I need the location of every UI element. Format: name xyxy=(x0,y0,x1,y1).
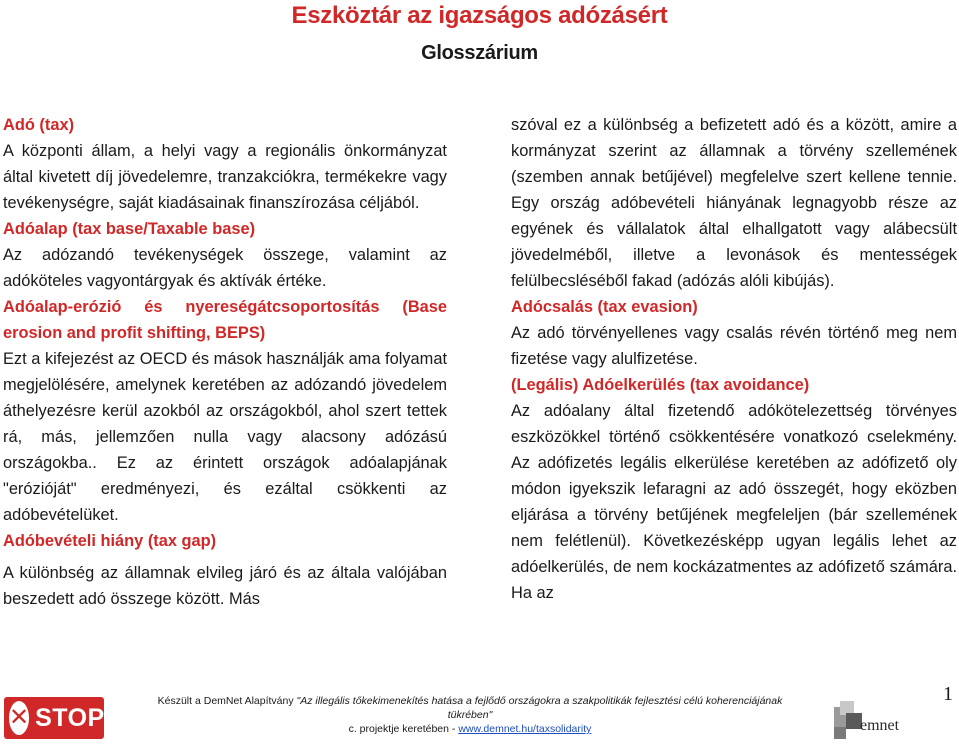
glossary-entry xyxy=(3,216,447,294)
page-subtitle: Glosszárium xyxy=(421,42,538,64)
footer-line-1 xyxy=(140,694,800,722)
demnet-logo xyxy=(832,699,920,745)
footer-line2-prefix: c. projektje keretében - xyxy=(348,723,459,735)
footer-project-title: "Az illegális tőkekimenekítés hatása a fejlődő országokra a szakpolitikák fejlesztési célú koherenciájának tükrében" xyxy=(296,695,783,721)
glossary-definition: Az adóalany által fizetendő adókötelezettség törvényes eszközökkel történő csökkentésére vonatkozó cselekmény. Az adófizetés legális elkerülése keretében az adófizető oly módon igyekszik lefaragni az adó összegét, hogy eközben eljárása a törvény betűjének megfeleljen (bár szellemének nem felétlenül). Következésképp ugyan legális lehet az adóelkerülés, de nem kockázatmentes az adófizető számára. Ha az xyxy=(511,402,957,602)
footer xyxy=(140,694,800,736)
glossary-definition: Ezt a kifejezést az OECD és mások használják ama folyamat megjelölésére, amelynek keretében az adózandó jövedelem áthelyezésre kerül azokból az országokból, ahol szert tettek rá, más, jellemzően nulla vagy alacsony adózású országokba.. Ez az érintett országok adóalapjának "erózióját" eredményezi, és ezáltal csökkenti az adóbevételüket. xyxy=(3,350,447,524)
demnet-logo-text: emnet xyxy=(860,717,900,734)
stop-logo xyxy=(4,697,104,739)
footer-link[interactable]: www.demnet.hu/taxsolidarity xyxy=(458,723,592,735)
glossary-term: Adó (tax) xyxy=(3,116,75,134)
x-icon: ✕ xyxy=(9,701,29,735)
glossary-term: Adóbevételi hiány (tax gap) xyxy=(3,532,217,550)
glossary-entry xyxy=(511,294,957,372)
glossary-term: Adóalap-erózió és nyereségátcsoportosítás (Base erosion and profit shifting, BEPS) xyxy=(3,298,447,342)
page-title: Eszköztár az igazságos adózásért xyxy=(291,2,668,29)
right-column xyxy=(511,112,957,606)
glossary-entry xyxy=(3,294,447,528)
glossary-entry xyxy=(3,528,447,612)
glossary-definition: A különbség az államnak elvileg járó és az általa valójában beszedett adó összege között. Más xyxy=(3,564,447,608)
left-column xyxy=(3,112,447,612)
glossary-definition: A központi állam, a helyi vagy a regionális önkormányzat által kivetett díj jövedelemre, tranzakciókra, termékekre vagy tevékenységre, saját kiadásainak finanszírozása céljából. xyxy=(3,142,447,212)
page-number: 1 xyxy=(943,683,953,705)
stop-logo-text: STOP xyxy=(35,703,105,732)
glossary-entry xyxy=(3,112,447,216)
glossary-entry xyxy=(511,372,957,606)
glossary-definition: szóval ez a különbség a befizetett adó és a között, amire a kormányzat szerint az államnak a törvény szellemének (szemben annak betűjével) megfelelve szert kellene tennie. Egy ország adóbevételi hiányának legnagyobb része az egyének és vállalatok által elhallgatott vagy alábecsült jövedelméből, illetve a levonások és mentességek felülbecsléséből fakad (adózás alóli kibújás). xyxy=(511,116,957,290)
glossary-term: Adócsalás (tax evasion) xyxy=(511,298,698,316)
footer-prefix: Készült a DemNet Alapítvány xyxy=(157,695,297,707)
glossary-definition: Az adózandó tevékenységek összege, valamint az adóköteles vagyontárgyak és aktívák értéke. xyxy=(3,246,447,290)
glossary-definition: Az adó törvényellenes vagy csalás révén történő meg nem fizetése vagy alulfizetése. xyxy=(511,324,957,368)
glossary-continuation xyxy=(511,112,957,294)
glossary-term: Adóalap (tax base/Taxable base) xyxy=(3,220,256,238)
glossary-term: (Legális) Adóelkerülés (tax avoidance) xyxy=(511,376,810,394)
footer-line-2 xyxy=(140,722,800,736)
